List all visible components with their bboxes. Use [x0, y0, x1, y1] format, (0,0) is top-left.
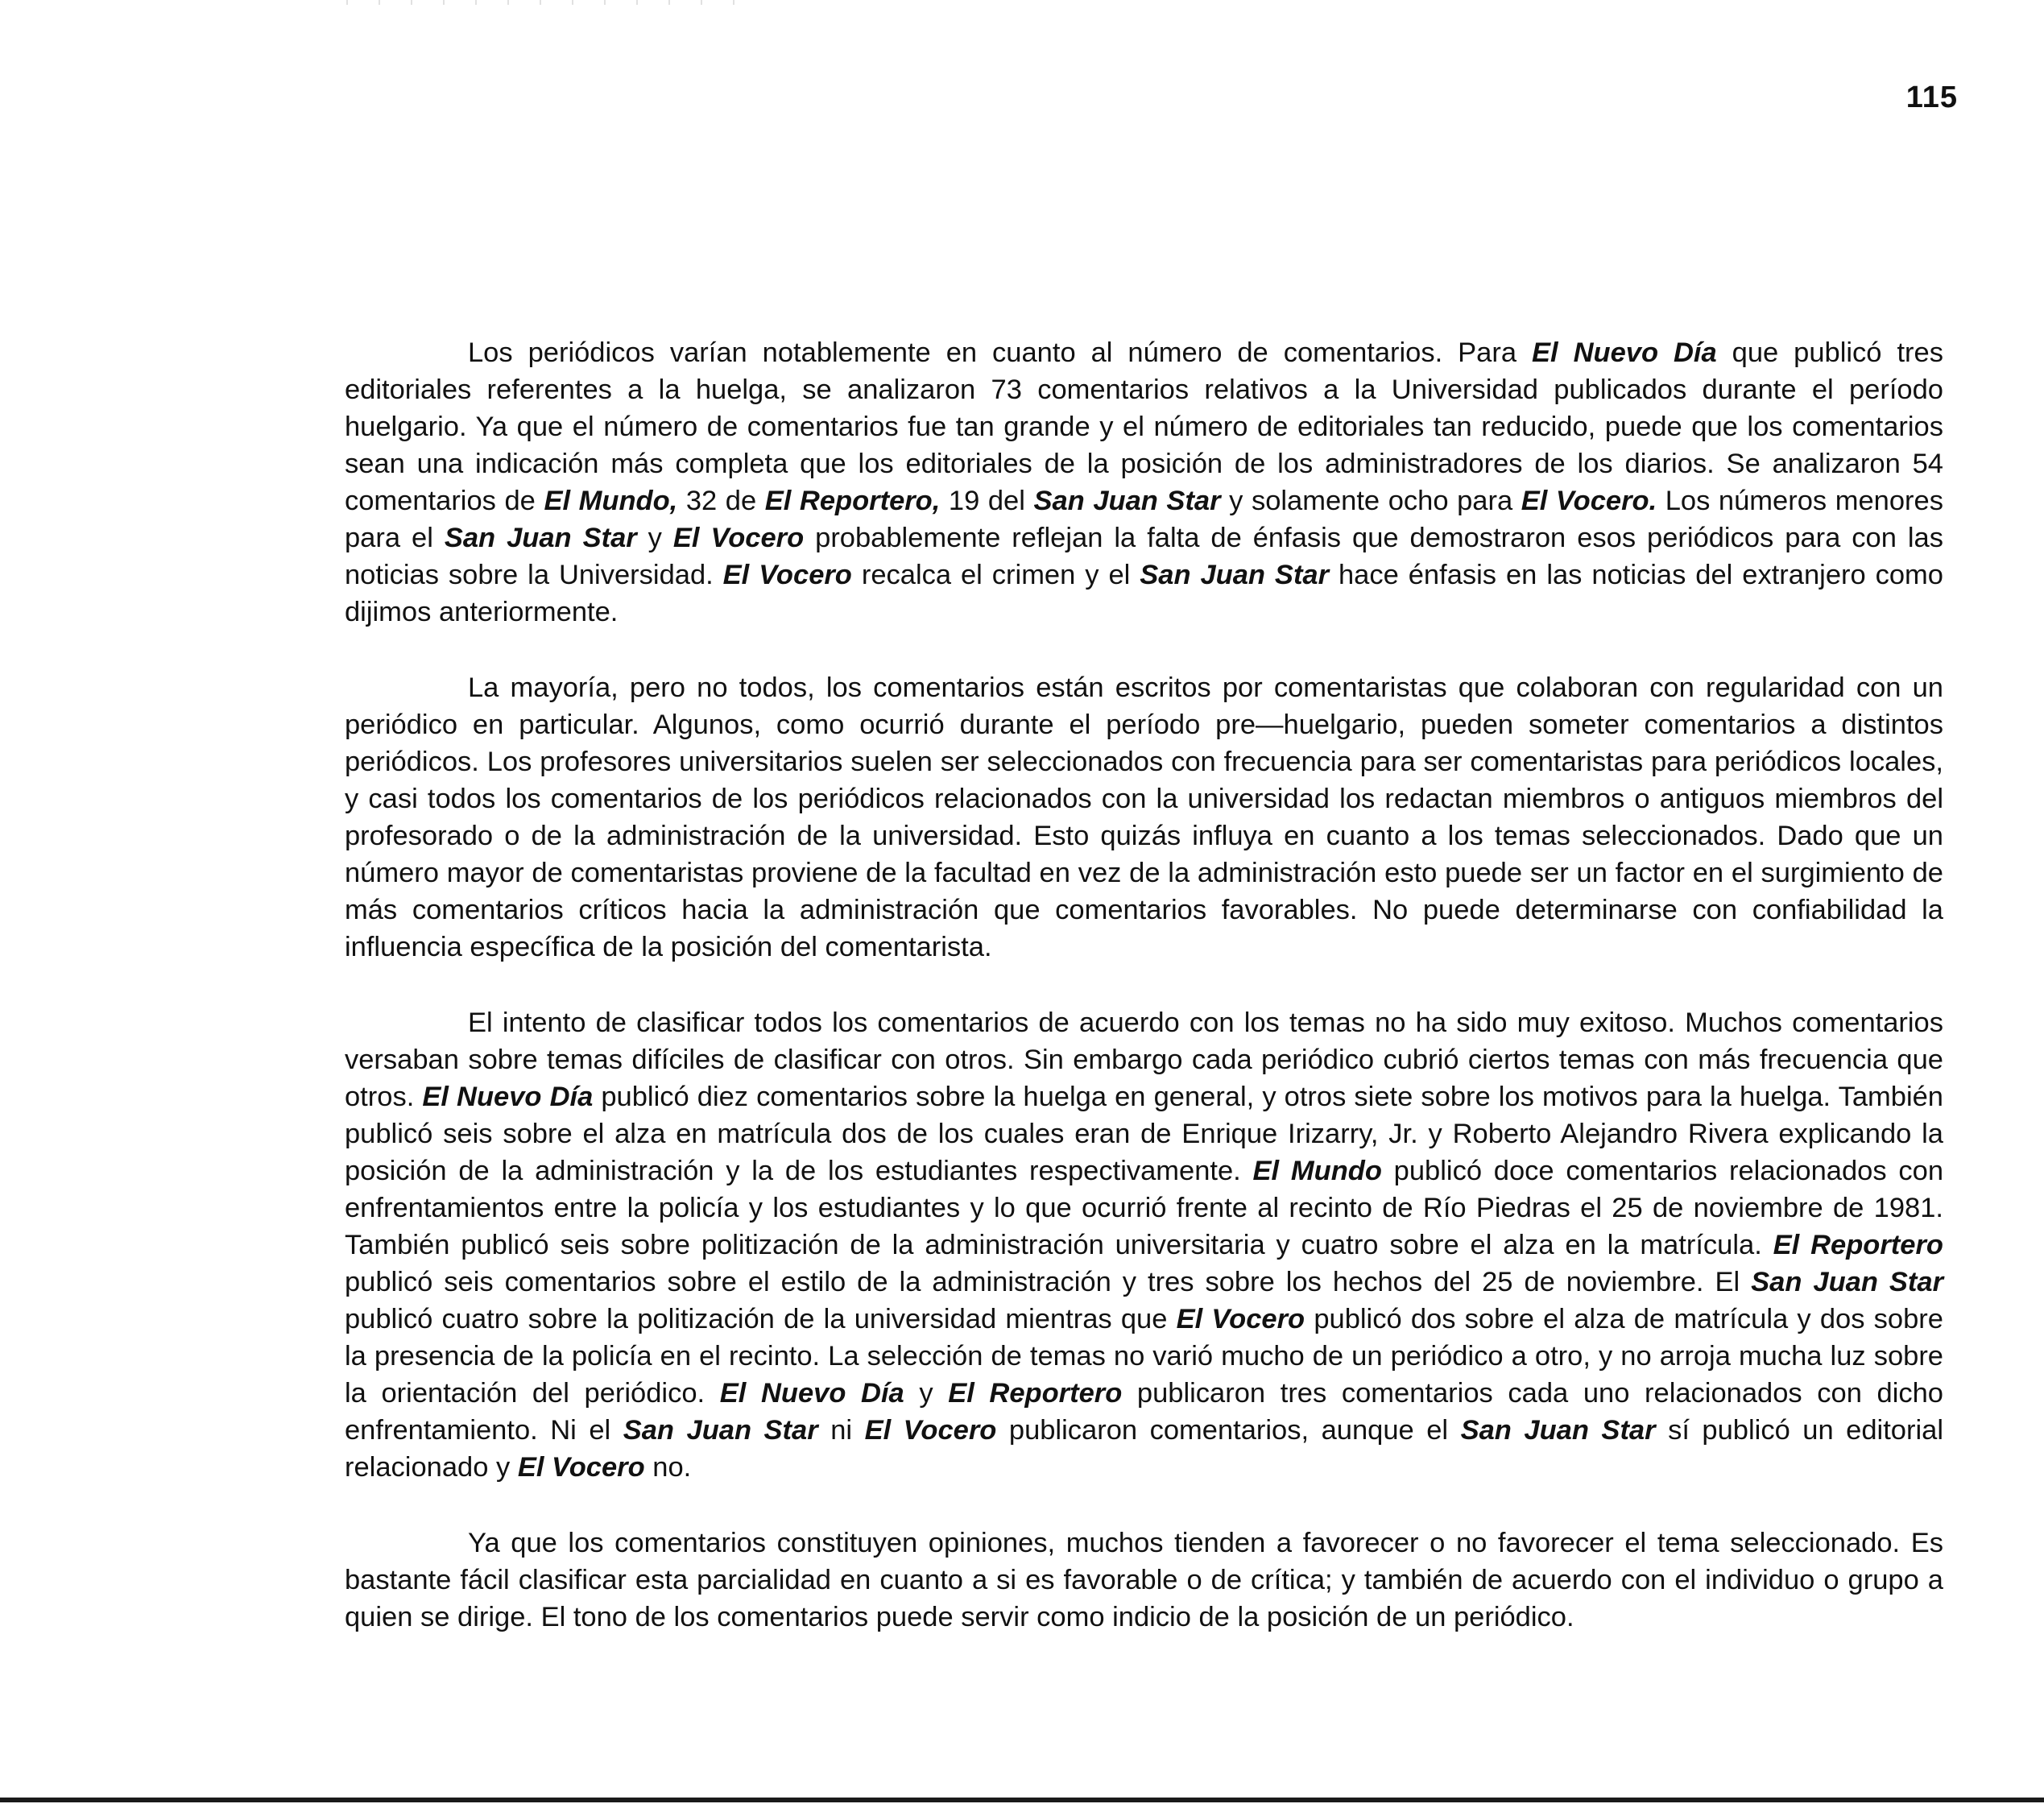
- text-run: no.: [644, 1452, 692, 1483]
- text-run: probablemente reflejan la falta de énfasis que demostraron esos periódicos para con las noticias sobre la Universidad.: [345, 523, 1943, 590]
- text-run: publicó doce comentarios relacionados con enfrentamientos entre la policía y los estudiantes y lo que ocurrió frente al recinto de Río Piedras el 25 de noviembre de 1981. También publicó seis sobre politización de la administración universitaria y cuatro sobre el alza en la matrícula.: [345, 1156, 1944, 1260]
- paragraph-4: [345, 1525, 1943, 1636]
- newspaper-name: San Juan Star: [1033, 486, 1221, 516]
- scan-artifact: [346, 0, 749, 5]
- newspaper-name: El Vocero: [722, 560, 852, 590]
- newspaper-name: San Juan Star: [1751, 1267, 1943, 1297]
- newspaper-name: San Juan Star: [444, 523, 637, 553]
- text-run: publicó cuatro sobre la politización de la universidad mientras que: [345, 1304, 1177, 1334]
- newspaper-name: El Reportero: [948, 1378, 1123, 1409]
- text-run: publicaron tres comentarios cada uno relacionados con dicho enfrentamiento. Ni el: [345, 1378, 1943, 1446]
- newspaper-name: El Reportero,: [764, 486, 941, 516]
- bottom-rule: [0, 1798, 2044, 1802]
- newspaper-name: El Vocero.: [1521, 486, 1657, 516]
- text-run: Los periódicos varían notablemente en cuanto al número de comentarios. Para: [468, 337, 1533, 368]
- text-run: y solamente ocho para: [1220, 486, 1521, 516]
- text-run: El intento de clasificar todos los comentarios de acuerdo con los temas no ha sido muy exitoso. Muchos comentarios versaban sobre temas difíciles de clasificar con otros. Sin embargo cada periódico cubrió ciertos temas con más frecuencia que otros.: [345, 1007, 1943, 1112]
- newspaper-name: El Reportero: [1773, 1230, 1943, 1260]
- text-run: La mayoría, pero no todos, los comentarios están escritos por comentaristas que colaboran con regularidad con un periódico en particular. Algunos, como ocurrió durante el período pre—huelgario, pueden someter comentarios a distintos periódicos. Los profesores universitarios suelen ser seleccionados con frecuencia para ser comentaristas para periódicos locales, y casi todos los comentarios de los periódicos relacionados con la universidad los redactan miembros o antiguos miembros del profesorado o de la administración de la universidad. Esto quizás influya en cuanto a los temas seleccionados. Dado que un número mayor de comentaristas proviene de la facultad en vez de la administración esto puede ser un factor en el surgimiento de más comentarios críticos hacia la administración que comentarios favorables. No puede determinarse con confiabilidad la influencia específica de la posición del comentarista.: [345, 672, 1943, 962]
- newspaper-name: San Juan Star: [1460, 1415, 1656, 1446]
- newspaper-name: San Juan Star: [1140, 560, 1330, 590]
- text-run: ni: [817, 1415, 865, 1446]
- page-number: 115: [1905, 81, 1958, 114]
- newspaper-name: El Nuevo Día: [1532, 337, 1717, 368]
- text-run: publicó dos sobre el alza de matrícula y dos sobre la presencia de la policía en el recinto. La selección de temas no varió mucho de un periódico a otro, y no arroja mucha luz sobre la orientación del periódico.: [345, 1304, 1943, 1409]
- text-run: hace énfasis en las noticias del extranjero como dijimos anteriormente.: [345, 560, 1943, 627]
- newspaper-name: El Nuevo Día: [719, 1378, 904, 1409]
- paragraph-3: [345, 1004, 1943, 1486]
- text-run: publicó diez comentarios sobre la huelga en general, y otros siete sobre los motivos para la huelga. También publicó seis sobre el alza en matrícula dos de los cuales eran de Enrique Irizarry, Jr. y Roberto Alejandro Rivera explicando la posición de la administración y la de los estudiantes respectivamente.: [345, 1082, 1943, 1186]
- newspaper-name: El Nuevo Día: [422, 1082, 594, 1112]
- text-run: recalca el crimen y el: [851, 560, 1140, 590]
- body-text: [345, 334, 1943, 1674]
- paragraph-2: [345, 669, 1943, 966]
- newspaper-name: El Vocero: [1176, 1304, 1305, 1334]
- text-run: sí publicó un editorial relacionado y: [345, 1415, 1943, 1483]
- text-run: 32 de: [677, 486, 765, 516]
- text-run: y: [904, 1378, 949, 1409]
- text-run: 19 del: [940, 486, 1034, 516]
- newspaper-name: El Vocero: [672, 523, 805, 553]
- newspaper-name: San Juan Star: [623, 1415, 818, 1446]
- newspaper-name: El Vocero: [517, 1452, 645, 1483]
- newspaper-name: El Mundo: [1252, 1156, 1382, 1186]
- text-run: y: [636, 523, 673, 553]
- newspaper-name: El Mundo,: [544, 486, 678, 516]
- text-run: publicó seis comentarios sobre el estilo de la administración y tres sobre los hechos del 25 de noviembre. El: [345, 1267, 1752, 1297]
- text-run: Los números menores para el: [345, 486, 1943, 553]
- text-run: que publicó tres editoriales referentes a la huelga, se analizaron 73 comentarios relativos a la Universidad publicados durante el período huelgario. Ya que el número de comentarios fue tan grande y el número de editoriales tan reducido, puede que los comentarios sean una indicación más completa que los editoriales de la posición de los administradores de los diarios. Se analizaron 54 comentarios de: [345, 337, 1943, 516]
- newspaper-name: El Vocero: [864, 1415, 997, 1446]
- paragraph-1: [345, 334, 1943, 631]
- text-run: publicaron comentarios, aunque el: [996, 1415, 1461, 1446]
- text-run: Ya que los comentarios constituyen opiniones, muchos tienden a favorecer o no favorecer el tema seleccionado. Es bastante fácil clasificar esta parcialidad en cuanto a si es favorable o de crítica; y también de acuerdo con el individuo o grupo a quien se dirige. El tono de los comentarios puede servir como indicio de la posición de un periódico.: [345, 1528, 1943, 1632]
